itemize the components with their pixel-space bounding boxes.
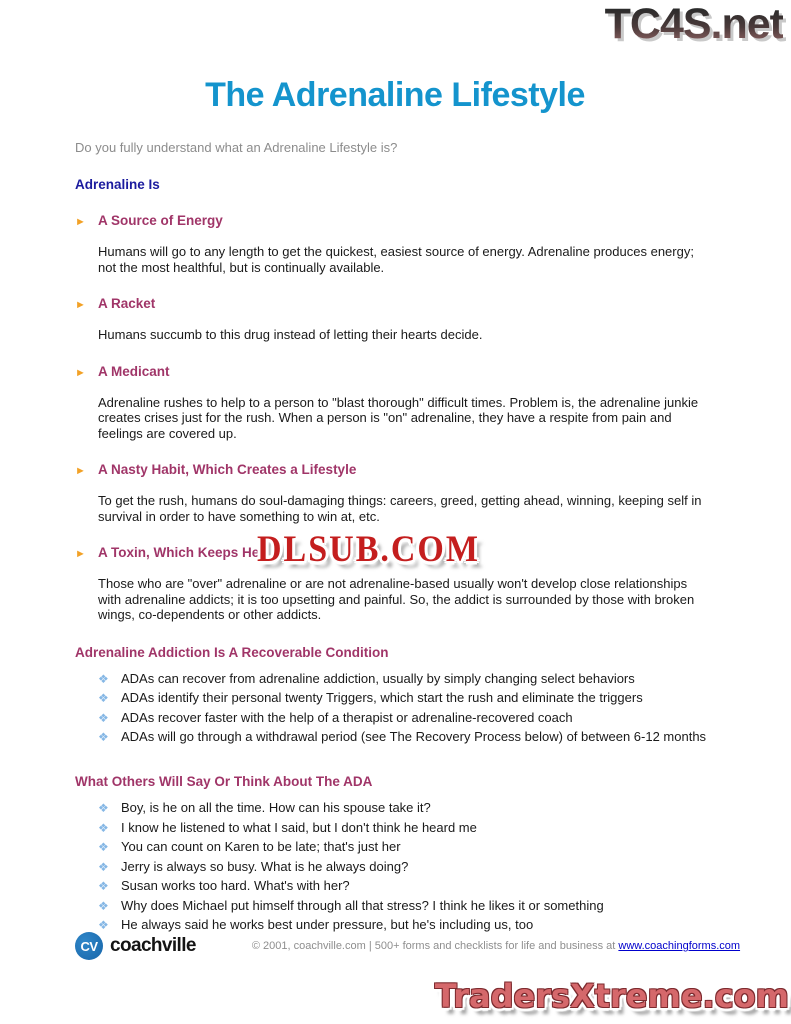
list-item-text: Why does Michael put himself through all that stress? I think he likes it or something: [121, 897, 604, 913]
coachingforms-link[interactable]: www.coachingforms.com: [618, 940, 741, 952]
section-heading: A Toxin, Which Keeps Hea: [98, 545, 267, 560]
heading-what-others-say: What Others Will Say Or Think About The ADA: [75, 774, 373, 789]
section-body: Those who are "over" adrenaline or are not adrenaline-based usually won't develop close relationships with adrenaline addicts; it is too upsetting and painful. So, the addict is surrounded by those with broken wings, co-dependents or other addicts.: [98, 576, 695, 622]
diamond-bullet-icon: ❖: [98, 820, 109, 835]
section-heading-row: [75, 529, 715, 570]
section-heading: A Nasty Habit, Which Creates a Lifestyle: [98, 462, 357, 477]
section-body: Humans succumb to this drug instead of letting their hearts decide.: [98, 327, 483, 342]
diamond-bullet-icon: ❖: [98, 879, 109, 893]
list-item-text: Susan works too hard. What's with her?: [121, 878, 350, 893]
diamond-bullet-icon: ❖: [98, 859, 109, 874]
page-footer: [75, 932, 741, 960]
tc4s-watermark: TC4S.net: [604, 0, 783, 48]
section-heading-row: [75, 364, 715, 381]
copyright-line: © 2001, coachville.com | 500+ forms and checklists for life and business at: [251, 940, 616, 952]
list-item: [98, 840, 715, 854]
diamond-bullet-icon: ❖: [98, 801, 109, 815]
section-heading-row: [75, 296, 715, 313]
list-item: [98, 821, 715, 835]
section-heading: A Medicant: [98, 363, 170, 379]
coachville-logo-text: coachville: [110, 935, 196, 956]
list-item-text: ADAs can recover from adrenaline addiction, usually by simply changing select behaviors: [121, 670, 635, 686]
heading-adrenaline-is: Adrenaline Is: [75, 177, 160, 192]
intro-question: Do you fully understand what an Adrenaline Lifestyle is?: [75, 140, 398, 155]
right-arrow-bullet-icon: ►: [75, 548, 86, 560]
list-item: [98, 879, 715, 893]
recoverable-list: [98, 672, 715, 745]
list-item: [98, 672, 715, 686]
list-item: [98, 801, 715, 815]
list-item: [98, 730, 715, 744]
diamond-bullet-icon: ❖: [98, 671, 109, 686]
list-item: [98, 860, 715, 874]
diamond-bullet-icon: ❖: [98, 691, 109, 705]
others-say-list: [98, 801, 715, 932]
coachville-logo: [75, 932, 196, 960]
diamond-bullet-icon: ❖: [98, 898, 109, 913]
diamond-bullet-icon: ❖: [98, 730, 109, 744]
list-item: [98, 711, 715, 725]
diamond-bullet-icon: ❖: [98, 840, 109, 854]
right-arrow-bullet-icon: ►: [75, 216, 86, 228]
list-item: [98, 899, 715, 913]
cv-monogram-icon: CV: [75, 932, 103, 960]
list-item-text: ADAs recover faster with the help of a therapist or adrenaline-recovered coach: [121, 709, 573, 725]
right-arrow-bullet-icon: ►: [75, 366, 86, 379]
diamond-bullet-icon: ❖: [98, 918, 109, 932]
section-heading: A Racket: [98, 296, 156, 311]
document-content: [75, 0, 715, 938]
section-body: Humans will go to any length to get the quickest, easiest source of energy. Adrenaline produces energy; not the most healthful, but is continually available.: [98, 244, 694, 275]
right-arrow-bullet-icon: ►: [75, 299, 86, 311]
list-item-text: Boy, is he on all the time. How can his spouse take it?: [121, 800, 431, 815]
list-item-text: ADAs will go through a withdrawal period (see The Recovery Process below) of between 6-12 months: [121, 729, 707, 744]
heading-recoverable-condition: Adrenaline Addiction Is A Recoverable Condition: [75, 644, 389, 660]
list-item-text: He always said he works best under pressure, but he's including us, too: [121, 917, 534, 932]
right-arrow-bullet-icon: ►: [75, 465, 86, 477]
copyright-text: [252, 940, 740, 952]
section-body: Adrenaline rushes to help to a person to "blast thorough" difficult times. Problem is, the adrenaline junkie creates crises just for the rush. When a person is "on" adrenaline, they have a respite from pain and feelings are covered up.: [98, 394, 699, 441]
diamond-bullet-icon: ❖: [98, 710, 109, 725]
section-body: To get the rush, humans do soul-damaging things: careers, greed, getting ahead, winning, keeping self in survival in order to have something to win at, etc.: [98, 493, 702, 524]
list-item: [98, 691, 715, 705]
section-heading-row: [75, 462, 715, 479]
list-item-text: I know he listened to what I said, but I don't think he heard me: [121, 819, 477, 835]
dlsub-watermark: DLSUB.COM: [257, 529, 480, 570]
list-item: [98, 918, 715, 932]
section-heading: A Source of Energy: [98, 213, 223, 228]
list-item-text: You can count on Karen to be late; that's just her: [121, 839, 401, 854]
list-item-text: ADAs identify their personal twenty Triggers, which start the rush and eliminate the triggers: [121, 690, 643, 705]
tradersxtreme-watermark: TradersXtreme.com: [434, 977, 789, 1015]
list-item-text: Jerry is always so busy. What is he always doing?: [121, 858, 409, 874]
section-heading-row: [75, 213, 715, 230]
page-title: The Adrenaline Lifestyle: [205, 76, 585, 114]
